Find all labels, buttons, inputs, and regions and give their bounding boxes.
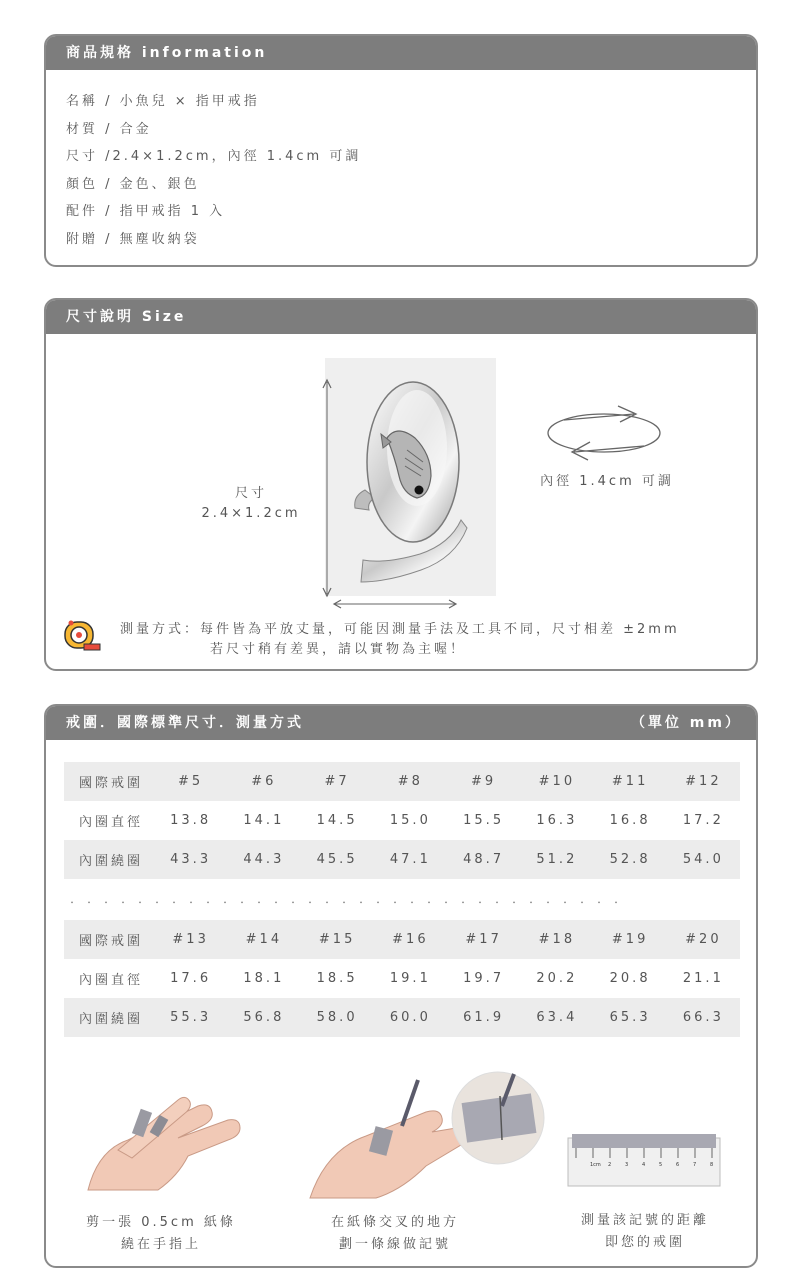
step-2-caption [300, 1212, 490, 1256]
circumference-cell: 52.8 [594, 840, 667, 879]
spec-accessory: 配件 / 指甲戒指 1 入 [66, 204, 226, 219]
circumference-cell: 60.0 [374, 998, 447, 1037]
diameter-cell: 16.8 [609, 813, 651, 828]
diameter-cell: 18.1 [243, 971, 285, 986]
ring-size-table-2 [64, 920, 740, 1037]
ruler-label: 4 [642, 1162, 646, 1168]
size-cell: #6 [227, 762, 300, 801]
measure-note-line2: 若尺寸稍有差異，請以實物為主喔！ [210, 642, 467, 657]
size-card [44, 298, 758, 671]
spec-size: 尺寸 /2.4×1.2cm，內徑 1.4cm 可調 [66, 149, 362, 164]
circumference-cell: 56.8 [227, 998, 300, 1037]
ruler-label: 3 [625, 1162, 629, 1168]
mark-strip-illustration [306, 1070, 546, 1204]
step-2-image [306, 1070, 546, 1204]
ruler-label: 8 [710, 1162, 714, 1168]
row-label: 內圍繞圈 [64, 998, 154, 1037]
ring-size-header [46, 706, 756, 740]
step-2-line1: 在紙條交叉的地方 [330, 1215, 459, 1230]
ring-photo [325, 358, 496, 596]
row-label: 國際戒圍 [64, 762, 154, 801]
step-1-line1: 剪一張 0.5cm 紙條 [86, 1215, 236, 1230]
diameter-cell: 14.5 [316, 813, 358, 828]
tape-measure-icon [62, 618, 102, 654]
spec-header: 商品規格 information [46, 36, 756, 70]
ring-size-title: 戒圍．國際標準尺寸．測量方式 [66, 715, 304, 731]
ring-size-card [44, 704, 758, 1268]
diameter-cell: 17.6 [170, 971, 212, 986]
circumference-cell: 55.3 [154, 998, 227, 1037]
spec-color: 顏色 / 金色、銀色 [66, 176, 200, 192]
circumference-cell: 43.3 [154, 840, 227, 879]
row-label: 內圍繞圈 [64, 840, 154, 879]
spec-list [46, 70, 756, 253]
circumference-cell: 47.1 [374, 840, 447, 879]
table-row [64, 998, 740, 1037]
circumference-cell: 54.0 [667, 840, 740, 879]
size-cell: #19 [594, 920, 667, 959]
circumference-cell: 58.0 [301, 998, 374, 1037]
step-3-line1: 測量該記號的距離 [580, 1213, 709, 1228]
diameter-cell: 13.8 [170, 813, 212, 828]
circumference-cell: 51.2 [520, 840, 593, 879]
step-3-image [566, 1130, 722, 1192]
diameter-cell: 16.3 [536, 813, 578, 828]
circumference-cell: 65.3 [594, 998, 667, 1037]
circumference-cell: 48.7 [447, 840, 520, 879]
step-1-caption [66, 1212, 256, 1256]
circumference-cell: 44.3 [227, 840, 300, 879]
dimension-value: 2.4×1.2cm [201, 506, 301, 521]
size-cell: #14 [227, 920, 300, 959]
size-cell: #9 [447, 762, 520, 801]
step-3-caption [552, 1210, 738, 1254]
diameter-cell: 15.0 [389, 813, 431, 828]
diameter-cell: 20.2 [536, 971, 578, 986]
spec-gift: 附贈 / 無塵收納袋 [66, 231, 200, 247]
diameter-cell: 19.1 [389, 971, 431, 986]
ruler-label: 7 [693, 1162, 697, 1168]
step-3-line2: 即您的戒圍 [604, 1235, 685, 1250]
row-label: 國際戒圍 [64, 920, 154, 959]
size-cell: #5 [154, 762, 227, 801]
diameter-cell: 17.2 [682, 813, 724, 828]
ruler-illustration [566, 1130, 722, 1192]
inner-diameter-label: 內徑 1.4cm 可調 [540, 474, 674, 489]
ruler-label: 1cm [590, 1162, 601, 1168]
row-label: 內圈直徑 [78, 815, 143, 830]
size-header: 尺寸說明 Size [46, 300, 756, 334]
ruler-label: 6 [676, 1162, 680, 1168]
step-1-image [78, 1080, 248, 1202]
table-row [64, 920, 740, 959]
hand-wrap-strip-illustration [78, 1080, 248, 1202]
diameter-cell: 21.1 [682, 971, 724, 986]
size-cell: #12 [667, 762, 740, 801]
height-arrow [322, 378, 332, 598]
step-2-line2: 劃一條線做記號 [338, 1237, 451, 1252]
diameter-cell: 18.5 [316, 971, 358, 986]
step-1-line2: 繞在手指上 [120, 1237, 201, 1252]
circumference-cell: 45.5 [301, 840, 374, 879]
diameter-cell: 14.1 [243, 813, 285, 828]
size-cell: #8 [374, 762, 447, 801]
table-row [64, 801, 740, 840]
size-cell: #15 [301, 920, 374, 959]
adjustable-rotate-icon [544, 402, 668, 464]
size-body [46, 334, 756, 671]
diameter-cell: 19.7 [463, 971, 505, 986]
ruler-label: 5 [659, 1162, 663, 1168]
size-cell: #16 [374, 920, 447, 959]
measure-note-line1: 測量方式：每件皆為平放丈量，可能因測量手法及工具不同，尺寸相差 ±2mm [120, 622, 680, 637]
size-cell: #7 [301, 762, 374, 801]
diameter-cell: 20.8 [609, 971, 651, 986]
circumference-cell: 61.9 [447, 998, 520, 1037]
dimension-label [196, 484, 306, 524]
size-cell: #20 [667, 920, 740, 959]
size-cell: #11 [594, 762, 667, 801]
dotted-divider: ．．．．．．．．．．．．．．．．．．．．．．．．．．．．．．．．． [70, 892, 638, 907]
dimension-title: 尺寸 [234, 486, 267, 501]
unit-label: （單位 mm） [630, 715, 742, 731]
diameter-cell: 15.5 [463, 813, 505, 828]
ruler-label: 2 [608, 1162, 612, 1168]
size-cell: #10 [520, 762, 593, 801]
circumference-cell: 66.3 [667, 998, 740, 1037]
fish-ring-image [325, 358, 496, 596]
spec-name: 名稱 / 小魚兒 × 指甲戒指 [66, 94, 260, 109]
table-row [64, 840, 740, 879]
spec-card [44, 34, 758, 267]
width-arrow [332, 598, 458, 610]
circumference-cell: 63.4 [520, 998, 593, 1037]
row-label: 內圈直徑 [78, 973, 143, 988]
spec-material: 材質 / 合金 [66, 121, 152, 137]
table-row [64, 959, 740, 998]
table-row [64, 762, 740, 801]
size-cell: #18 [520, 920, 593, 959]
size-cell: #13 [154, 920, 227, 959]
ring-size-table-1 [64, 762, 740, 879]
size-cell: #17 [447, 920, 520, 959]
